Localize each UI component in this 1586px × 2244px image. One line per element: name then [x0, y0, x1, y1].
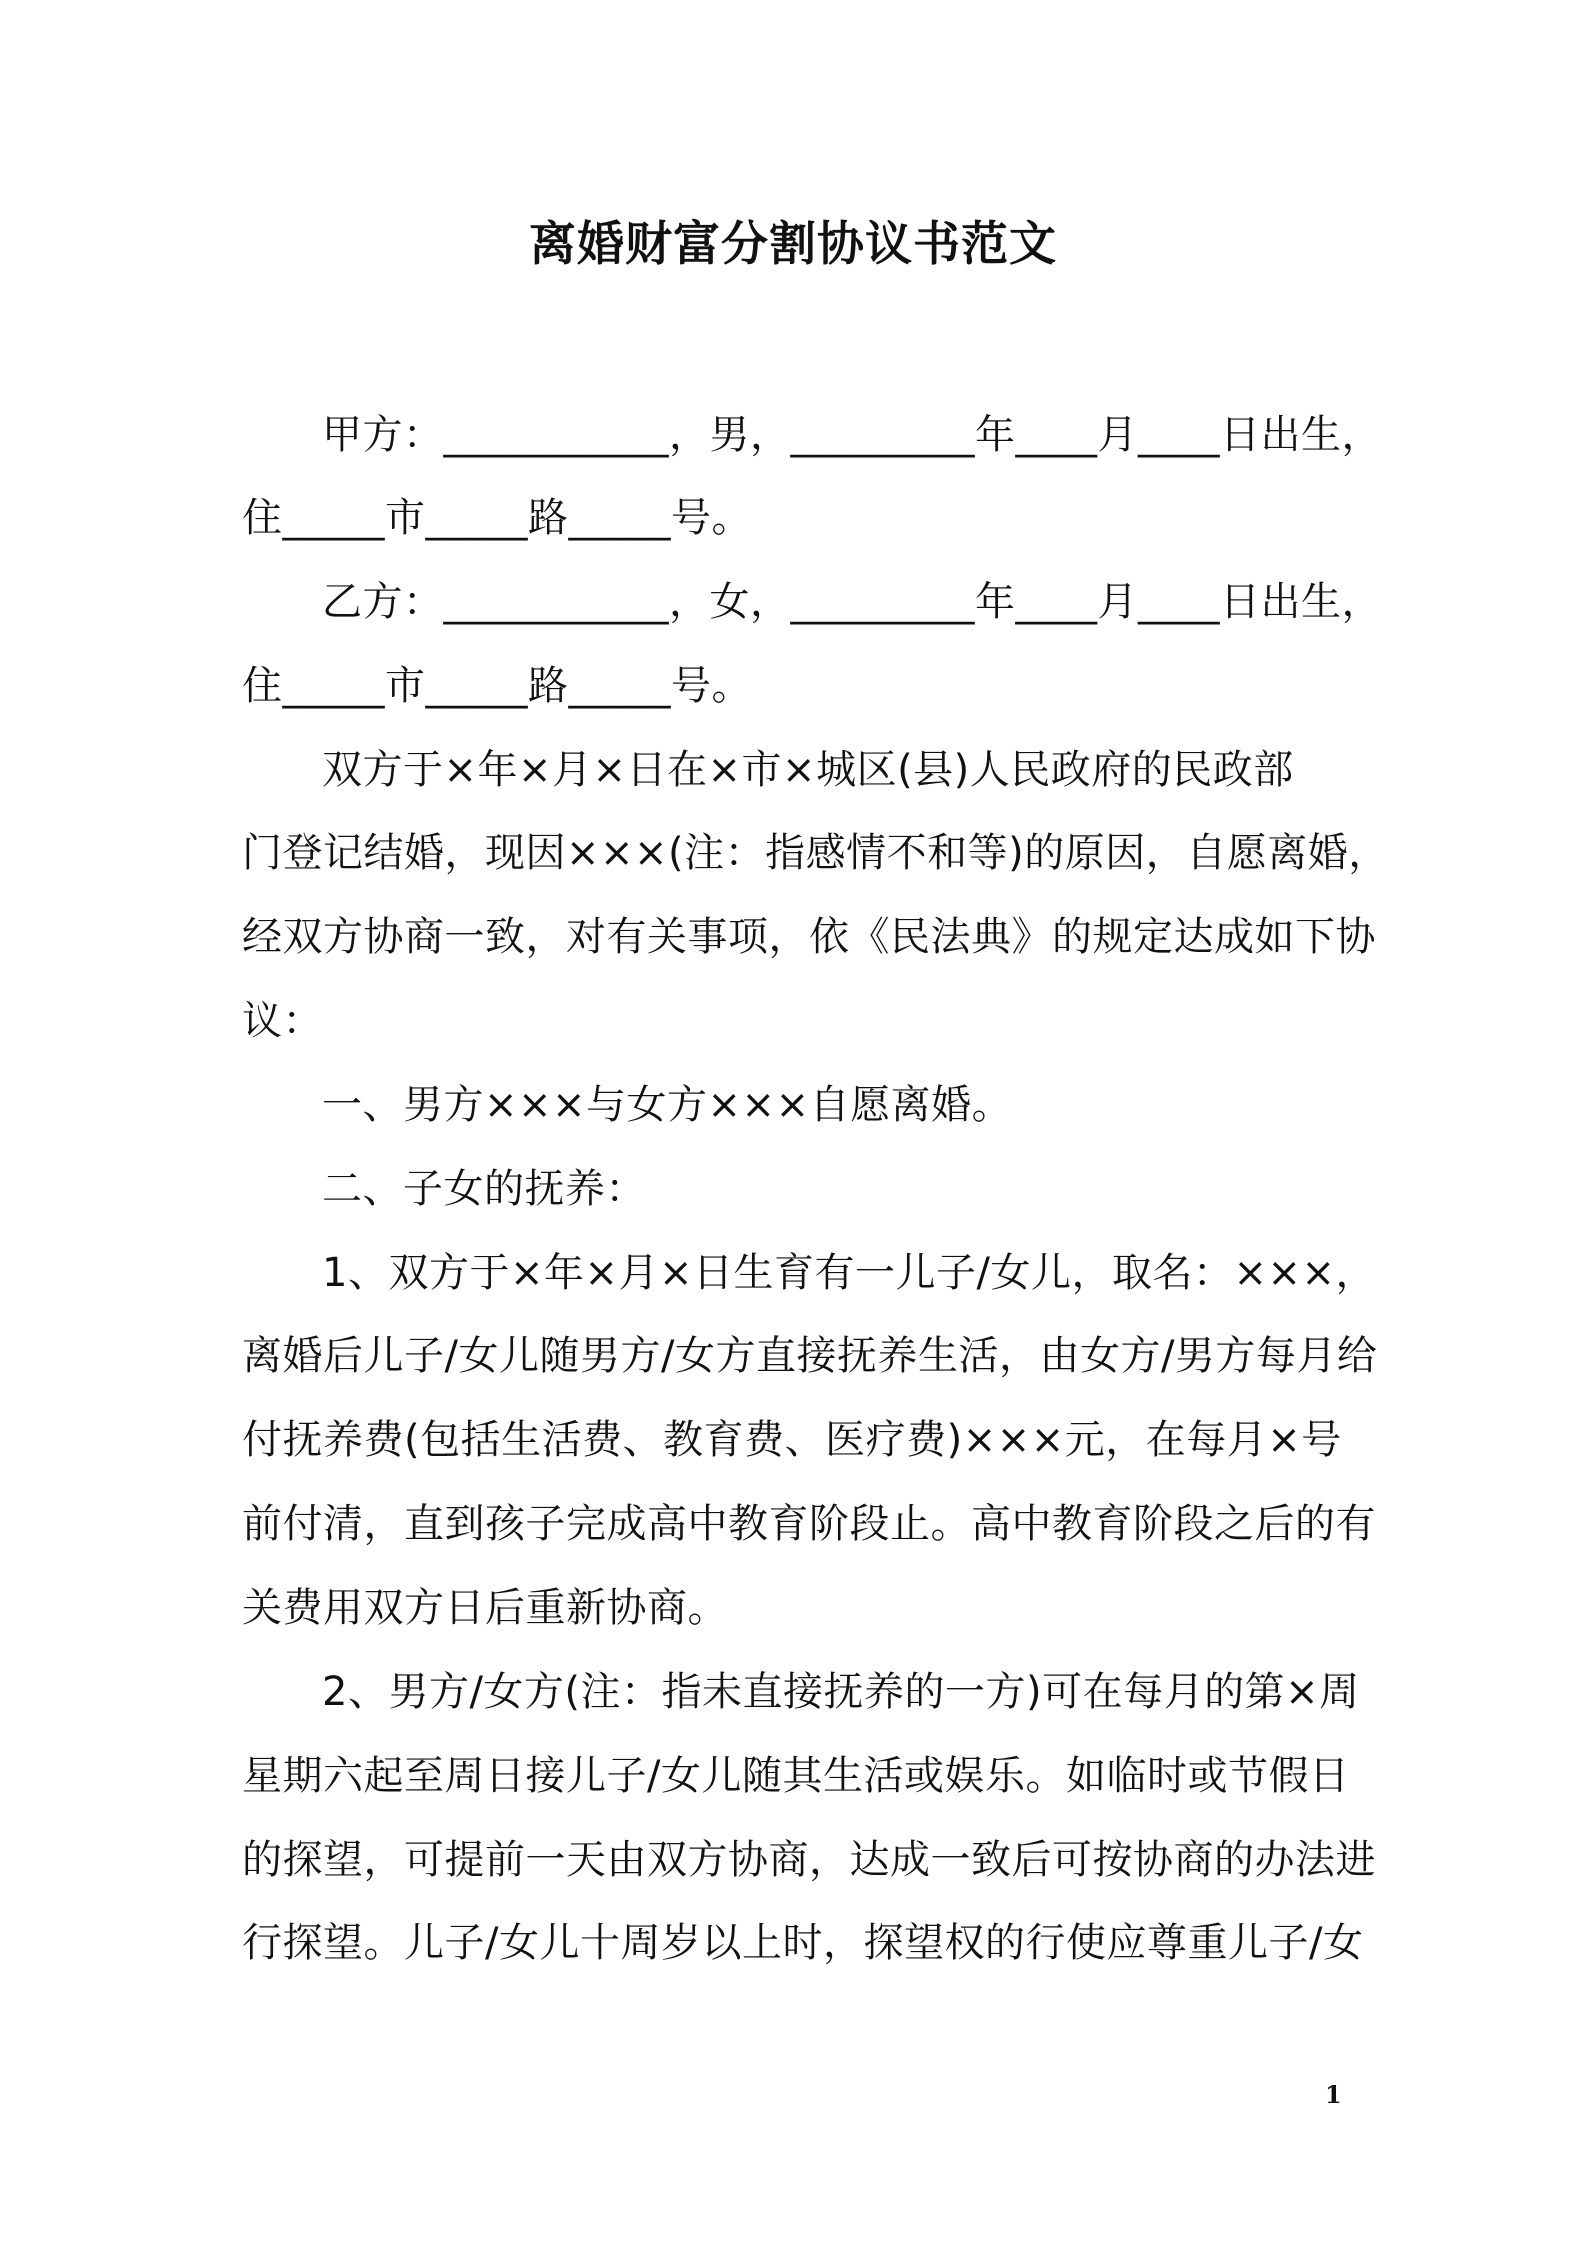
clause-two-heading: 二、子女的抚养： [322, 1166, 646, 1212]
clause-two-item-2-line-1: 2、男方/女方(注：指未直接抚养的一方)可在每月的第×周 [322, 1669, 1360, 1715]
clause-two-item-1-line-1: 1、双方于×年×月×日生育有一儿子/女儿，取名：×××， [322, 1250, 1377, 1296]
party-b-line-2: 住_____市_____路_____号。 [242, 663, 752, 709]
intro-line-4: 议： [242, 998, 323, 1044]
document-title: 离婚财富分割协议书范文 [529, 217, 1057, 272]
intro-line-2: 门登记结婚，现因×××(注：指感情不和等)的原因，自愿离婚， [242, 830, 1389, 876]
page-number: 1 [1325, 2080, 1342, 2109]
intro-line-3: 经双方协商一致，对有关事项，依《民法典》的规定达成如下协 [242, 914, 1376, 960]
clause-two-item-1-line-2: 离婚后儿子/女儿随男方/女方直接抚养生活，由女方/男方每月给 [242, 1333, 1378, 1379]
clause-two-item-2-line-3: 的探望，可提前一天由双方协商，达成一致后可按协商的办法进 [242, 1837, 1376, 1883]
party-a-line-2: 住_____市_____路_____号。 [242, 495, 752, 541]
clause-two-item-1-line-4: 前付清，直到孩子完成高中教育阶段止。高中教育阶段之后的有 [242, 1501, 1376, 1547]
clause-two-item-1-line-3: 付抚养费(包括生活费、教育费、医疗费)×××元，在每月×号 [242, 1417, 1342, 1463]
clause-two-item-2-line-4: 行探望。儿子/女儿十周岁以上时，探望权的行使应尊重儿子/女 [242, 1920, 1364, 1966]
clause-two-item-2-line-2: 星期六起至周日接儿子/女儿随其生活或娱乐。如临时或节假日 [242, 1753, 1350, 1799]
clause-two-item-1-line-5: 关费用双方日后重新协商。 [242, 1585, 728, 1631]
party-a-line-1: 甲方：___________，男，_________年____月____日出生， [322, 412, 1382, 458]
party-b-line-1: 乙方：___________，女，_________年____月____日出生， [322, 579, 1382, 625]
intro-line-1: 双方于×年×月×日在×市×城区(县)人民政府的民政部 [322, 747, 1294, 793]
clause-one: 一、男方×××与女方×××自愿离婚。 [322, 1082, 1013, 1128]
